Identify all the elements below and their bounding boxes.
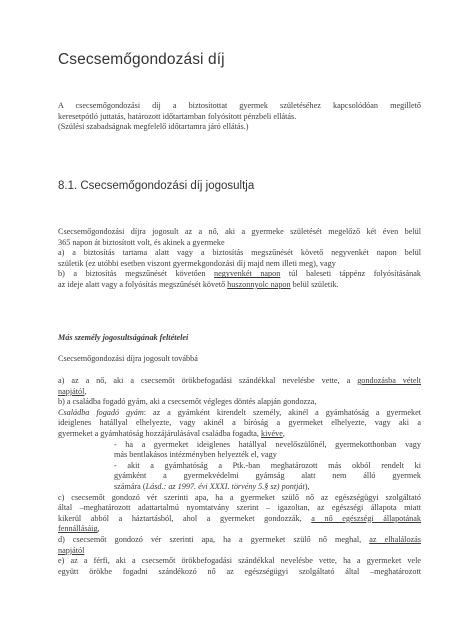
text-line bbox=[58, 482, 421, 493]
text-line bbox=[58, 408, 421, 419]
text-line: által –meghatározott adattartalmú nyomtatvány szerint – igazoltan, az egészségi állapota miatt bbox=[58, 503, 421, 513]
text-fragment: számára ( bbox=[114, 481, 146, 491]
text-line: - akit a gyámhatóság a Ptk.-ban meghatározott más okból rendelt ki bbox=[114, 460, 421, 470]
text-line: ideiglenes hatállyal elhelyezte, vagy akinél a bíróság a gyermeket elhelyezte, vagy aki a bbox=[58, 418, 421, 428]
text-line bbox=[58, 535, 421, 546]
intro-line: keresetpótló juttatás, határozott időtartamban folyósított pénzbeli ellátás. bbox=[58, 111, 297, 121]
text-fragment: túl baleseti táppénz folyósításának bbox=[280, 269, 421, 279]
underlined-text: gondozásba vételt bbox=[357, 376, 421, 385]
text-line: b) a családba fogadó gyám, aki a csecsemőt végleges döntés alapján gondozza, bbox=[58, 397, 317, 407]
text-line bbox=[58, 546, 421, 557]
text-fragment: ), bbox=[304, 481, 310, 491]
text-fragment: gyermeket a gyámhatóság hozzájárulásával családba fogadta, bbox=[58, 428, 262, 438]
text-line: - ha a gyermeket ideiglenes hatállyal nevelőszülőnél, gyermekotthonban vagy bbox=[114, 439, 421, 449]
intro-line: A csecsemőgondozási díj a biztosítottat gyermek születéséhez kapcsolódóan megillető bbox=[58, 101, 421, 110]
text-fragment: belül születik. bbox=[290, 279, 339, 289]
underlined-text: az elhalálozás bbox=[369, 534, 421, 544]
underlined-text: huszonnyolc napon bbox=[227, 279, 291, 289]
text-line bbox=[58, 376, 421, 387]
other-persons-list bbox=[58, 376, 421, 577]
subheading: Más személy jogosultságának feltételei bbox=[58, 333, 189, 342]
text-line: gyámként a gyermekvédelmi gyámság alatt nem álló gyermek bbox=[114, 471, 421, 481]
text-line: születik (ez utóbbi esetben viszont gyermekgondozási díj majd nem illeti meg), vagy bbox=[58, 258, 336, 268]
text-line bbox=[58, 514, 421, 525]
text-fragment: , bbox=[97, 524, 100, 534]
underlined-text: negyvenkét napon bbox=[214, 269, 281, 279]
other-persons-heading bbox=[58, 333, 421, 344]
intro-paragraph bbox=[58, 101, 421, 133]
italic-text: Családba fogadó gyám bbox=[58, 407, 144, 417]
text-line: 365 napon át biztosított volt, és akinek a gyermeke bbox=[58, 237, 225, 247]
eligibility-paragraph bbox=[58, 227, 421, 291]
text-fragment: az ideje alatt vagy a folyósítás megszűnését követő bbox=[58, 279, 228, 289]
underlined-text: napjától bbox=[58, 386, 85, 396]
underlined-text: kivéve bbox=[261, 428, 283, 438]
text-line: más bentlakásos intézményben helyezték el, vagy bbox=[114, 450, 277, 460]
text-fragment: , bbox=[282, 428, 285, 438]
underlined-text: a nő egészségi állapotának bbox=[311, 513, 421, 523]
text-line bbox=[58, 269, 421, 280]
text-line bbox=[58, 429, 421, 440]
text-line: Csecsemőgondozási díjra jogosult továbbá bbox=[58, 354, 198, 363]
text-fragment: a) az a nő, aki a csecsemőt örökbefogadási szándékkal nevelésbe vette, a bbox=[58, 376, 358, 385]
italic-text: Lásd.: az 1997. évi XXXI. törvény 5.§ sz) pontját bbox=[145, 481, 305, 491]
text-line bbox=[58, 387, 421, 398]
text-line: e) az a férfi, aki a csecsemőt örökbefogadási szándékkal nevelésbe vette, ha a gyermeket vele bbox=[58, 556, 421, 566]
text-fragment: d) csecsemőt gondozó vér szerinti apa, ha a gyermeket szülő nő meghal, bbox=[58, 534, 370, 544]
underlined-text: napjától bbox=[58, 545, 85, 555]
intro-line: (Szülési szabadságnak megfelelő időtartamra járó ellátás.) bbox=[58, 122, 249, 132]
text-fragment: kikerül abból a háztartásból, ahol a gyermeket gondozzák, bbox=[58, 513, 312, 523]
other-persons-intro bbox=[58, 354, 421, 365]
page-title: Csecsemőgondozási díj bbox=[58, 51, 225, 68]
text-fragment: b) a biztosítás megszűnését követően bbox=[58, 269, 215, 279]
text-line bbox=[58, 524, 421, 535]
text-line bbox=[58, 280, 421, 291]
text-fragment: : az a gyámként kirendelt személy, akinél a gyámhatóság a gyermeket bbox=[143, 407, 421, 417]
text-line: együtt örökbe fogadni szándékozó nő az egészségügyi szolgáltató által –meghatározott bbox=[58, 566, 421, 576]
text-line: c) csecsemőt gondozó vér szerinti apa, ha a gyermeket szülő nő az egészségügyi szolgáltató bbox=[58, 492, 421, 502]
underlined-text: fennállásáig bbox=[58, 524, 98, 534]
text-line: a) a biztosítás tartama alatt vagy a biztosítás megszűnését követő negyvenkét napon belül bbox=[58, 248, 421, 258]
text-line: Csecsemőgondozási díjra jogosult az a nő, aki a gyermeke születését megelőző két éven belül bbox=[58, 227, 421, 236]
text-fragment: , bbox=[84, 386, 87, 396]
section-heading: 8.1. Csecsemőgondozási díj jogosultja bbox=[58, 180, 255, 192]
